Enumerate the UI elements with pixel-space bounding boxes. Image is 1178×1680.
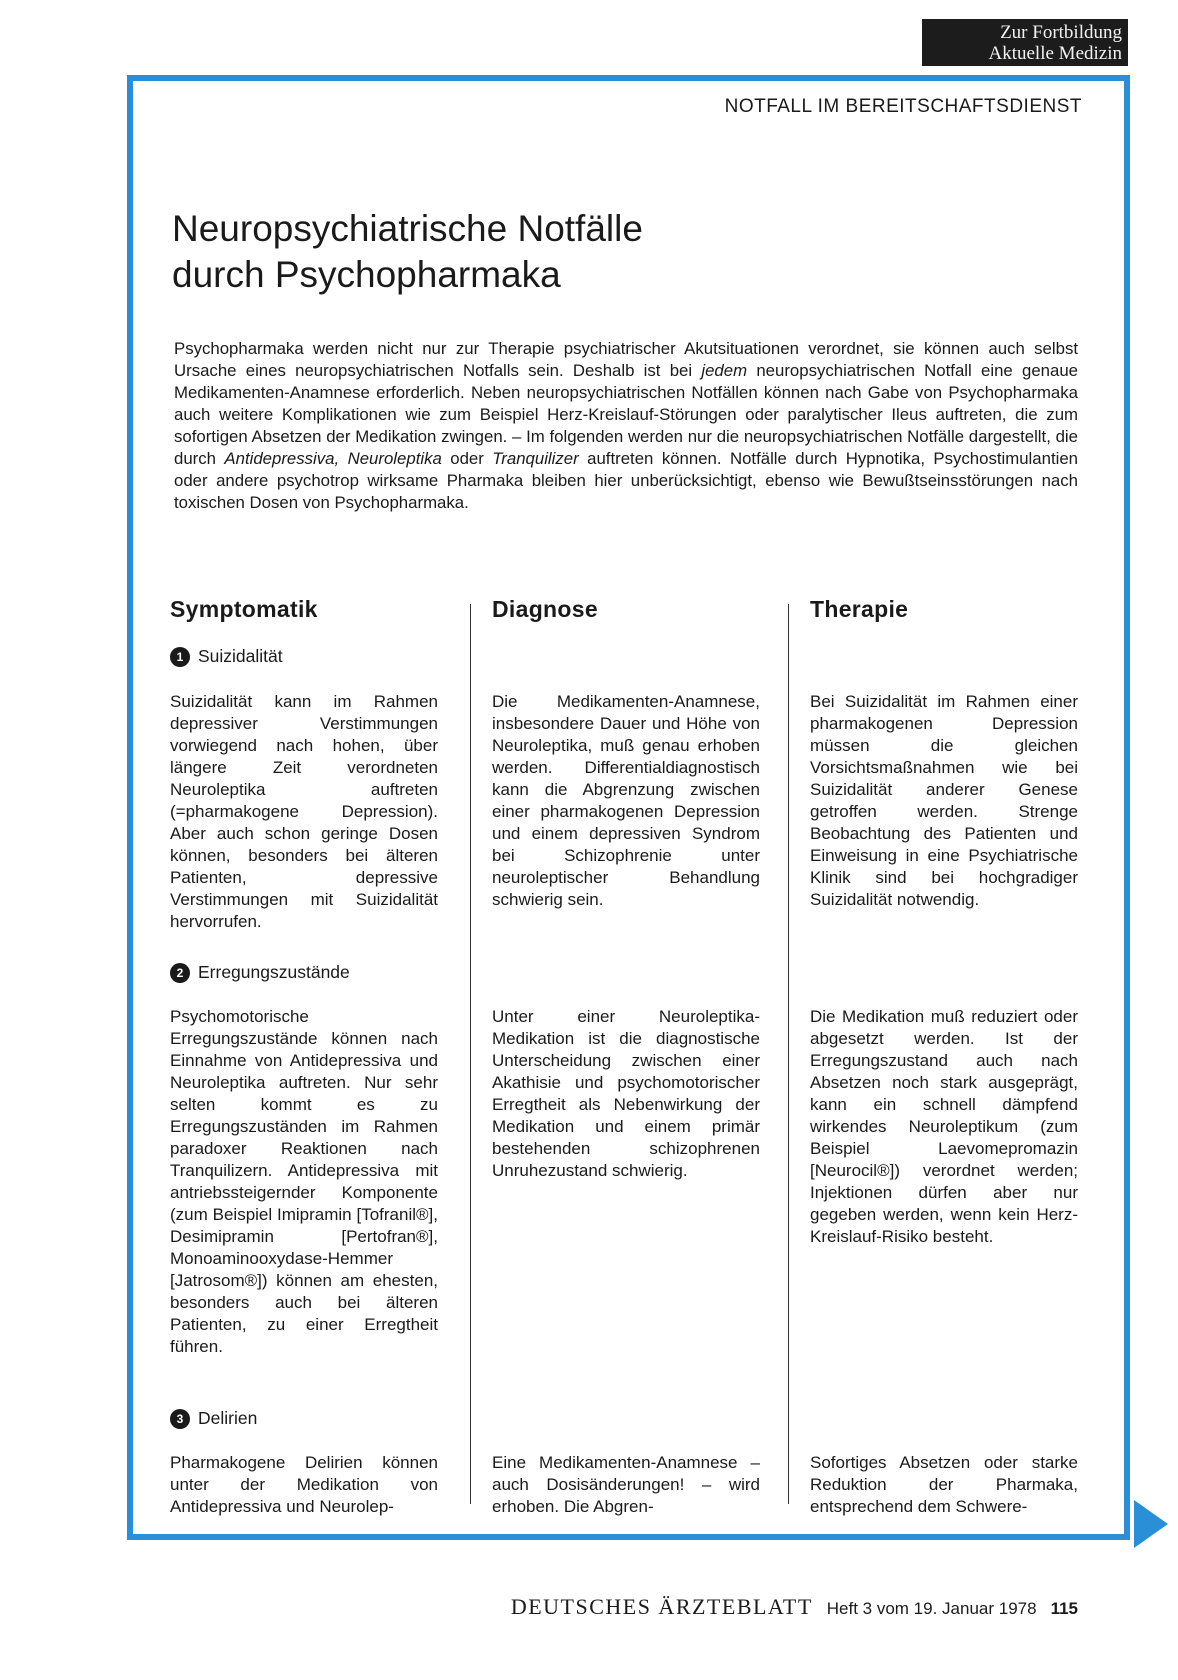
- column-heading-diagnose: Diagnose: [492, 596, 598, 622]
- column-symptomatik: [170, 596, 438, 1516]
- column-divider: [470, 604, 471, 1504]
- section-heading-erregungszustaende: [170, 962, 350, 983]
- symptomatik-text-suizidalitaet: Suizidalität kann im Rahmen depressiver Verstimmungen vorwiegend nach hohen, über längere Zeit verordneten Neuroleptika auftreten (=pharmakogene Depression). Aber auch schon geringe Dosen können, besonders bei älteren Patienten, depressive Verstimmungen mit Suizidalität hervorrufen.: [170, 692, 438, 931]
- intro-paragraph: [174, 338, 1078, 514]
- intro-emphasis-3: Tranquilizer: [492, 449, 579, 468]
- intro-text-3: oder: [441, 449, 493, 468]
- diagnose-text-suizidalitaet: Die Medikamenten-Anamnese, insbesondere Dauer und Höhe von Neuroleptika, muß genau erhoben werden. Differentialdiagnostisch kann die Abgrenzung zwischen einer pharmakogenen Depression und einem depressiven Syndrom bei Schizophrenie unter neuroleptischer Behandlung schwierig sein.: [492, 692, 760, 909]
- article-title: [172, 206, 643, 298]
- section-tag: [922, 19, 1128, 66]
- therapie-text-suizidalitaet: Bei Suizidalität im Rahmen einer pharmakogenen Depression müssen die gleichen Vorsichtsmaßnahmen wie bei Suizidalität anderer Genese getroffen werden. Strenge Beobachtung des Patienten und Einweisung in eine Psychiatrische Klinik sind bei hochgradiger Suizidalität notwendig.: [810, 692, 1078, 909]
- intro-emphasis-2: Antidepressiva, Neuroleptika: [224, 449, 442, 468]
- section-number-badge: 3: [170, 1409, 190, 1429]
- section-number-badge: 2: [170, 963, 190, 983]
- section-tag-line-2: Aktuelle Medizin: [988, 43, 1122, 64]
- section-heading-delirien: [170, 1408, 257, 1429]
- diagnose-text-delirien: Eine Medikamenten-Anamnese – auch Dosisänderungen! – wird erhoben. Die Abgren-: [492, 1453, 760, 1516]
- title-line-1: Neuropsychiatrische Notfälle: [172, 208, 643, 249]
- diagnose-text-erregungszustaende: Unter einer Neuroleptika-Medikation ist die diagnostische Unterscheidung zwischen einer Akathisie und psychomotorischer Erregtheit als Nebenwirkung der Medikation und einem primär bestehenden schizophrenen Unruhezustand schwierig.: [492, 1007, 760, 1180]
- issue-info: Heft 3 vom 19. Januar 1978: [826, 1599, 1037, 1618]
- section-heading-label: Erregungszustände: [198, 962, 350, 982]
- symptomatik-text-delirien: Pharmakogene Delirien können unter der Medikation von Antidepressiva und Neurolep-: [170, 1453, 438, 1516]
- intro-text-4: auftreten können. Notfälle durch Hypnotika, Psychostimulantien oder andere psychotrop wirksame Pharmaka bleiben hier unberücksichtigt, ebenso wie Bewußtseinsstörungen nach toxischen Dosen von Psychopharmaka.: [174, 449, 1079, 512]
- section-tag-line-1: Zur Fortbildung: [1000, 22, 1122, 43]
- section-number-badge: 1: [170, 647, 190, 667]
- therapie-text-erregungszustaende: Die Medikation muß reduziert oder abgesetzt werden. Ist der Erregungszustand auch nach Absetzen noch stark ausgeprägt, kann ein schnell dämpfend wirkendes Neuroleptikum (zum Beispiel Laevomepromazin [Neurocil®]) verordnet werden; Injektionen dürfen aber nur gegeben werden, wenn kein Herz-Kreislauf-Risiko besteht.: [810, 1007, 1078, 1246]
- symptomatik-text-erregungszustaende: Psychomotorische Erregungszustände können nach Einnahme von Antidepressiva und Neuroleptika auftreten. Nur sehr selten kommt es zu Erregungszuständen im Rahmen paradoxer Reaktionen nach Tranquilizern. Antidepressiva mit antriebssteigernder Komponente (zum Beispiel Imipramin [Tofranil®], Desimipramin [Pertofran®], Monoaminooxydase-Hemmer [Jatrosom®]) können am ehesten, besonders auch bei älteren Patienten, zu einer Erregtheit führen.: [170, 1007, 438, 1356]
- column-diagnose: [492, 596, 760, 1516]
- journal-name: DEUTSCHES ÄRZTEBLATT: [510, 1594, 813, 1619]
- rubric: NOTFALL IM BEREITSCHAFTSDIENST: [724, 96, 1082, 117]
- page-number: 115: [1050, 1599, 1078, 1618]
- section-heading-label: Suizidalität: [198, 646, 283, 666]
- intro-emphasis-1: jedem: [701, 361, 748, 380]
- section-heading-suizidalitaet: [170, 646, 283, 667]
- column-heading-symptomatik: Symptomatik: [170, 596, 318, 622]
- column-heading-therapie: Therapie: [810, 596, 909, 622]
- title-line-2: durch Psychopharmaka: [172, 254, 561, 295]
- intro-text-1: Psychopharmaka werden nicht nur zur Therapie psychiatrischer Akutsituationen verordnet, sie können auch selbst Ursache eines neuropsychiatrischen Notfalls sein. Deshalb ist bei: [174, 339, 1078, 380]
- column-divider: [788, 604, 789, 1504]
- continue-arrow-icon: [1134, 1500, 1168, 1548]
- section-heading-label: Delirien: [198, 1408, 258, 1428]
- intro-text-2: neuropsychiatrischen Notfall eine genaue Medikamenten-Anamnese erforderlich. Neben neuropsychiatrischen Notfällen können nach Gabe von Psychopharmaka auch weitere Komplikationen wie zum Beispiel Herz-Kreislauf-Störungen oder paralytischer Ileus auftreten, die zum sofortigen Absetzen der Medikation zwingen. – Im folgenden werden nur die neuropsychiatrischen Notfälle dargestellt, die durch: [174, 361, 1078, 468]
- page-footer: [511, 1594, 1078, 1620]
- column-therapie: [810, 596, 1078, 1516]
- therapie-text-delirien: Sofortiges Absetzen oder starke Reduktion der Pharmaka, entsprechend dem Schwere-: [810, 1453, 1078, 1516]
